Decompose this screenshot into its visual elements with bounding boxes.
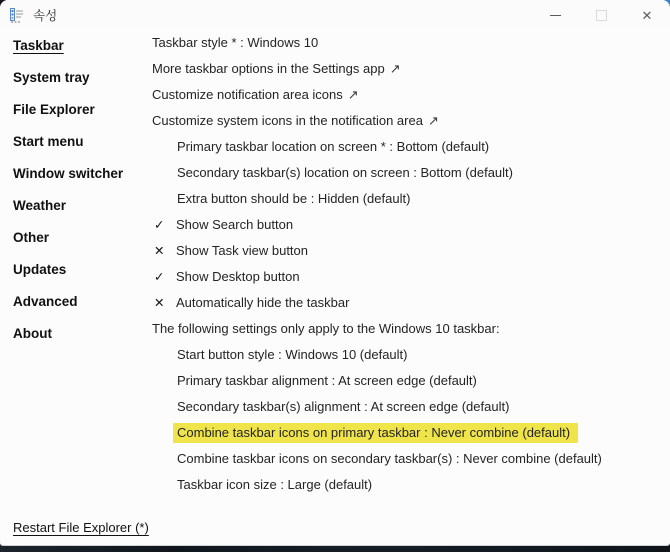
cross-icon: ✕ — [154, 296, 165, 310]
setting-row[interactable] — [152, 368, 666, 394]
maximize-button — [578, 0, 624, 30]
checkbox-row[interactable] — [152, 212, 666, 238]
link-row[interactable] — [152, 108, 666, 134]
setting-row[interactable] — [152, 342, 666, 368]
sidebar-item-window-switcher[interactable]: Window switcher — [13, 166, 124, 181]
checkbox-row[interactable] — [152, 238, 666, 264]
external-link-arrow-icon: ↗ — [427, 113, 439, 128]
settings-list — [152, 30, 666, 498]
setting-text: Extra button should be : Hidden (default) — [177, 191, 411, 206]
minimize-icon — [550, 15, 561, 16]
setting-row[interactable] — [152, 472, 666, 498]
setting-text: Secondary taskbar(s) alignment : At screen edge (default) — [177, 399, 510, 414]
setting-text: Primary taskbar alignment : At screen edge (default) — [177, 373, 477, 388]
sidebar-item-advanced[interactable]: Advanced — [13, 294, 78, 309]
check-icon: ✓ — [154, 218, 165, 232]
setting-text: Primary taskbar location on screen * : Bottom (default) — [177, 139, 490, 154]
highlighted-setting-text: Combine taskbar icons on primary taskbar : Never combine (default) — [173, 423, 578, 443]
setting-row[interactable] — [152, 186, 666, 212]
setting-text: Show Desktop button — [176, 269, 300, 284]
sidebar-item-file-explorer[interactable]: File Explorer — [13, 102, 95, 117]
external-link-arrow-icon: ↗ — [389, 61, 401, 76]
setting-text: Start button style : Windows 10 (default) — [177, 347, 408, 362]
maximize-icon — [596, 10, 607, 21]
sidebar-item-system-tray[interactable]: System tray — [13, 70, 90, 85]
sidebar-item-about[interactable]: About — [13, 326, 52, 341]
sidebar-item-other[interactable]: Other — [13, 230, 50, 245]
setting-text: Taskbar style * : Windows 10 — [152, 35, 319, 50]
checkbox-row[interactable] — [152, 290, 666, 316]
setting-row[interactable] — [152, 446, 666, 472]
sidebar-item-updates[interactable]: Updates — [13, 262, 67, 277]
app-icon — [10, 7, 25, 23]
external-link-arrow-icon: ↗ — [347, 87, 359, 102]
link-row[interactable] — [152, 82, 666, 108]
setting-text: Show Search button — [176, 217, 294, 232]
sidebar-item-start-menu[interactable]: Start menu — [13, 134, 84, 149]
setting-text: Secondary taskbar(s) location on screen : Bottom (default) — [177, 165, 513, 180]
setting-text: Show Task view button — [176, 243, 308, 258]
close-icon: ✕ — [641, 7, 653, 23]
restart-file-explorer-link[interactable]: Restart File Explorer (*) — [13, 520, 149, 535]
cross-icon: ✕ — [154, 244, 165, 258]
sidebar-item-taskbar[interactable]: Taskbar — [13, 38, 64, 53]
window-title: 속성 — [33, 9, 58, 23]
setting-text: Taskbar icon size : Large (default) — [177, 477, 373, 492]
minimize-button[interactable] — [532, 0, 578, 30]
setting-text: Customize notification area icons — [152, 87, 343, 102]
link-row[interactable] — [152, 56, 666, 82]
setting-row[interactable] — [152, 30, 666, 56]
sidebar-item-weather[interactable]: Weather — [13, 198, 67, 213]
checkbox-row[interactable] — [152, 264, 666, 290]
check-icon: ✓ — [154, 270, 165, 284]
titlebar — [0, 0, 670, 30]
desktop-edge-strip — [0, 545, 670, 552]
setting-text: Automatically hide the taskbar — [176, 295, 350, 310]
sidebar — [13, 30, 143, 350]
setting-text: Customize system icons in the notification area — [152, 113, 423, 128]
window-controls — [532, 0, 670, 30]
section-header — [152, 316, 666, 342]
setting-text: The following settings only apply to the Windows 10 taskbar: — [152, 321, 500, 336]
setting-text: Combine taskbar icons on secondary taskbar(s) : Never combine (default) — [177, 451, 602, 466]
setting-row[interactable] — [152, 420, 666, 446]
setting-text: More taskbar options in the Settings app — [152, 61, 385, 76]
setting-row[interactable] — [152, 134, 666, 160]
close-button[interactable] — [624, 0, 670, 30]
setting-row[interactable] — [152, 160, 666, 186]
setting-row[interactable] — [152, 394, 666, 420]
